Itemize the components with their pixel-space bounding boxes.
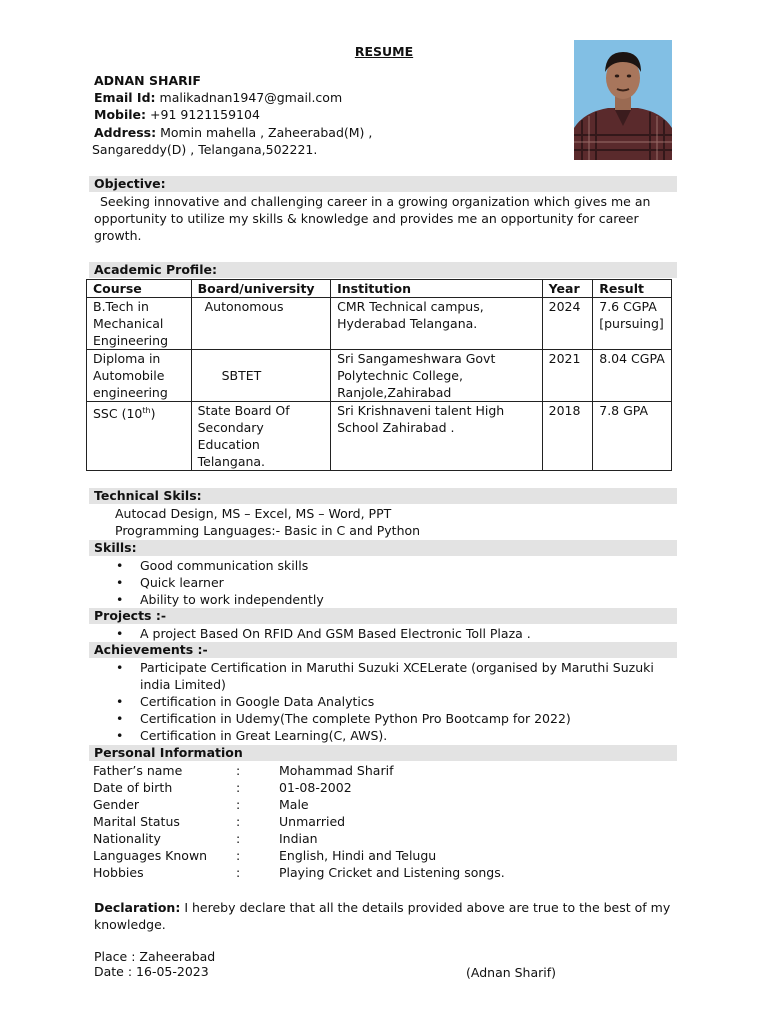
bullet-icon: •	[116, 558, 124, 573]
objective-heading: Objective:	[94, 176, 166, 191]
personal-sep: :	[236, 814, 241, 829]
declaration-text: I hereby declare that all the details provided above are true to the best of my	[184, 900, 671, 915]
projects-heading: Projects :-	[94, 608, 167, 623]
mobile-label: Mobile:	[94, 107, 147, 122]
bullet-icon: •	[116, 592, 124, 607]
personal-value: English, Hindi and Telugu	[279, 848, 437, 863]
cell-institution: CMR Technical campus, Hyderabad Telangana.	[331, 298, 543, 350]
table-row	[87, 350, 672, 402]
cell-year: 2018	[542, 402, 593, 471]
personal-key: Gender	[93, 797, 140, 812]
candidate-name: ADNAN SHARIF	[94, 73, 201, 88]
academic-table	[86, 279, 672, 471]
col-year: Year	[542, 280, 593, 298]
email-label: Email Id:	[94, 90, 156, 105]
cell-year: 2021	[542, 350, 593, 402]
email-value: malikadnan1947@gmail.com	[159, 90, 343, 105]
cell-course: B.Tech in Mechanical Engineering	[87, 298, 192, 350]
mobile-value: +91 9121159104	[150, 107, 260, 122]
objective-heading-bar	[89, 176, 677, 192]
bullet-icon: •	[116, 711, 124, 726]
col-course: Course	[87, 280, 192, 298]
objective-line-2: opportunity to utilize my skills & knowledge and provides me an opportunity for career	[94, 211, 639, 226]
personal-key: Marital Status	[93, 814, 180, 829]
achievement-item: Certification in Great Learning(C, AWS).	[140, 728, 388, 743]
technical-line-2: Programming Languages:- Basic in C and Python	[115, 523, 421, 538]
achievement-item: Certification in Google Data Analytics	[140, 694, 375, 709]
academic-heading: Academic Profile:	[94, 262, 217, 277]
skill-item: Good communication skills	[140, 558, 309, 573]
achievements-heading-bar	[89, 642, 677, 658]
personal-heading-bar	[89, 745, 677, 761]
personal-heading: Personal Information	[94, 745, 243, 760]
declaration-line-2: knowledge.	[94, 917, 166, 932]
achievement-item: Participate Certification in Maruthi Suzuki XCELerate (organised by Maruthi Suzuki	[140, 660, 654, 675]
cell-institution: Sri Krishnaveni talent High School Zahirabad .	[331, 402, 543, 471]
projects-heading-bar	[89, 608, 677, 624]
technical-heading-bar	[89, 488, 677, 504]
cell-course: Diploma in Automobile engineering	[87, 350, 192, 402]
personal-value: Playing Cricket and Listening songs.	[279, 865, 505, 880]
col-institution: Institution	[331, 280, 543, 298]
academic-heading-bar	[89, 262, 677, 278]
personal-value: Mohammad Sharif	[279, 763, 394, 778]
address-value-1: Momin mahella , Zaheerabad(M) ,	[160, 125, 373, 140]
personal-sep: :	[236, 797, 241, 812]
personal-sep: :	[236, 831, 241, 846]
personal-key: Date of birth	[93, 780, 173, 795]
profile-photo	[574, 40, 672, 160]
personal-sep: :	[236, 865, 241, 880]
objective-line-1: Seeking innovative and challenging career in a growing organization which gives me an	[100, 194, 651, 209]
cell-board: Autonomous	[191, 298, 331, 350]
achievement-item-continued: india Limited)	[140, 677, 226, 692]
personal-key: Languages Known	[93, 848, 208, 863]
table-row	[87, 298, 672, 350]
skill-item: Ability to work independently	[140, 592, 324, 607]
resume-title: RESUME	[354, 44, 414, 59]
cell-board: SBTET	[191, 350, 331, 402]
objective-line-3: growth.	[94, 228, 142, 243]
cell-result: 7.8 GPA	[593, 402, 672, 471]
personal-sep: :	[236, 848, 241, 863]
signature: (Adnan Sharif)	[466, 965, 557, 980]
bullet-icon: •	[116, 660, 124, 675]
skill-item: Quick learner	[140, 575, 224, 590]
declaration-line-1	[94, 899, 670, 916]
personal-sep: :	[236, 780, 241, 795]
personal-key: Nationality	[93, 831, 161, 846]
personal-key: Hobbies	[93, 865, 144, 880]
personal-value: 01-08-2002	[279, 780, 352, 795]
personal-value: Unmarried	[279, 814, 346, 829]
date-line: Date : 16-05-2023	[94, 964, 209, 979]
bullet-icon: •	[116, 728, 124, 743]
place-line: Place : Zaheerabad	[94, 949, 216, 964]
personal-value: Male	[279, 797, 309, 812]
personal-value: Indian	[279, 831, 318, 846]
col-result: Result	[593, 280, 672, 298]
skills-heading-bar	[89, 540, 677, 556]
table-row	[87, 402, 672, 471]
achievements-heading: Achievements :-	[94, 642, 208, 657]
bullet-icon: •	[116, 694, 124, 709]
project-item: A project Based On RFID And GSM Based Electronic Toll Plaza .	[140, 626, 531, 641]
address-line-2: Sangareddy(D) , Telangana,502221.	[92, 142, 318, 157]
cell-board: State Board Of Secondary Education Telangana.	[191, 402, 331, 471]
skills-heading: Skills:	[94, 540, 137, 555]
address-label: Address:	[94, 125, 157, 140]
cell-institution: Sri Sangameshwara Govt Polytechnic College, Ranjole,Zahirabad	[331, 350, 543, 402]
table-header-row	[87, 280, 672, 298]
technical-heading: Technical Skils:	[94, 488, 202, 503]
achievement-item: Certification in Udemy(The complete Python Pro Bootcamp for 2022)	[140, 711, 571, 726]
cell-result: 8.04 CGPA	[593, 350, 672, 402]
email-line	[94, 89, 342, 106]
technical-line-1: Autocad Design, MS – Excel, MS – Word, PPT	[115, 506, 392, 521]
col-board: Board/university	[191, 280, 331, 298]
personal-key: Father’s name	[93, 763, 183, 778]
cell-course: SSC (10th)	[87, 402, 192, 471]
personal-sep: :	[236, 763, 241, 778]
cell-year: 2024	[542, 298, 593, 350]
bullet-icon: •	[116, 626, 124, 641]
mobile-line	[94, 106, 260, 123]
bullet-icon: •	[116, 575, 124, 590]
cell-result: 7.6 CGPA [pursuing]	[593, 298, 672, 350]
address-line-1	[94, 124, 372, 141]
declaration-label: Declaration:	[94, 900, 181, 915]
